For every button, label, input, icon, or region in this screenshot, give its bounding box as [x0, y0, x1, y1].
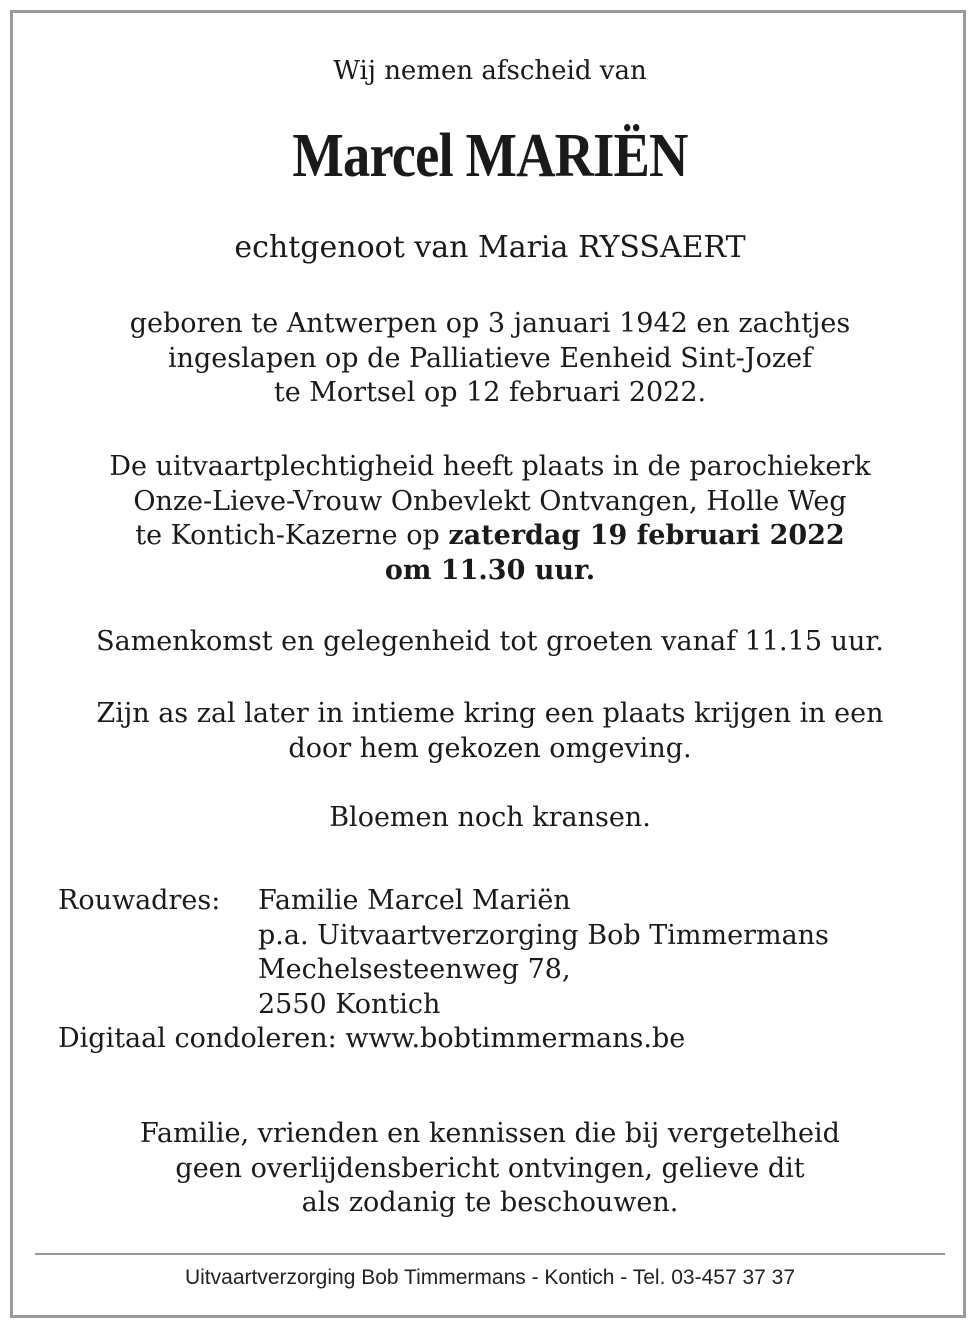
final-paragraph — [20, 1117, 960, 1221]
funeral-line: Onze-Lieve-Vrouw Onbevlekt Ontvangen, Holle Weg — [133, 485, 847, 517]
birth-line: geboren te Antwerpen op 3 januari 1942 en zachtjes — [129, 308, 851, 339]
spouse-line: echtgenoot van Maria RYSSAERT — [234, 230, 746, 265]
deceased-name: Marcel MARIËN — [292, 122, 688, 190]
birth-line: ingeslapen op de Palliatieve Eenheid Sint-Jozef — [167, 342, 813, 374]
mourning-address — [58, 884, 829, 1057]
funeral-line: De uitvaartplechtigheid heeft plaats in de parochiekerk — [109, 451, 871, 482]
final-line: geen overlijdensbericht ontvingen, gelieve dit — [175, 1152, 805, 1184]
birth-line: te Mortsel op 12 februari 2022. — [273, 377, 707, 408]
birth-paragraph — [20, 307, 960, 411]
ashes-line: Zijn as zal later in intieme kring een plaats krijgen in een — [96, 698, 884, 729]
final-line: als zodanig te beschouwen. — [301, 1187, 679, 1218]
gathering-text: Samenkomst en gelegenheid tot groeten vanaf 11.15 uur. — [96, 626, 884, 657]
funeral-line — [20, 519, 960, 554]
flowers-text: Bloemen noch kransen. — [329, 802, 651, 833]
funeral-time — [20, 554, 960, 589]
footer-text: Uitvaartverzorging Bob Timmermans - Kontich - Tel. 03-457 37 37 — [184, 1266, 796, 1289]
ashes-paragraph — [20, 697, 960, 766]
condolence-line: Digitaal condoleren: www.bobtimmermans.be — [58, 1023, 686, 1054]
address-line: Mechelsesteenweg 78, — [258, 954, 571, 985]
final-line: Familie, vrienden en kennissen die bij vergetelheid — [140, 1118, 840, 1149]
address-line: p.a. Uitvaartverzorging Bob Timmermans — [258, 919, 829, 951]
funeral-paragraph — [20, 450, 960, 588]
ashes-line: door hem gekozen omgeving. — [288, 732, 692, 764]
address-block — [58, 884, 829, 1022]
address-lines — [258, 884, 829, 1022]
address-label: Rouwadres: — [58, 885, 221, 916]
footer-divider — [35, 1253, 945, 1255]
address-line: 2550 Kontich — [258, 988, 441, 1020]
address-line: Familie Marcel Mariën — [258, 885, 571, 916]
funeral-time-text: om 11.30 uur. — [384, 554, 596, 586]
funeral-location: te Kontich-Kazerne op — [135, 520, 449, 551]
intro-text: Wij nemen afscheid van — [333, 56, 647, 86]
funeral-date: zaterdag 19 februari 2022 — [448, 520, 845, 551]
